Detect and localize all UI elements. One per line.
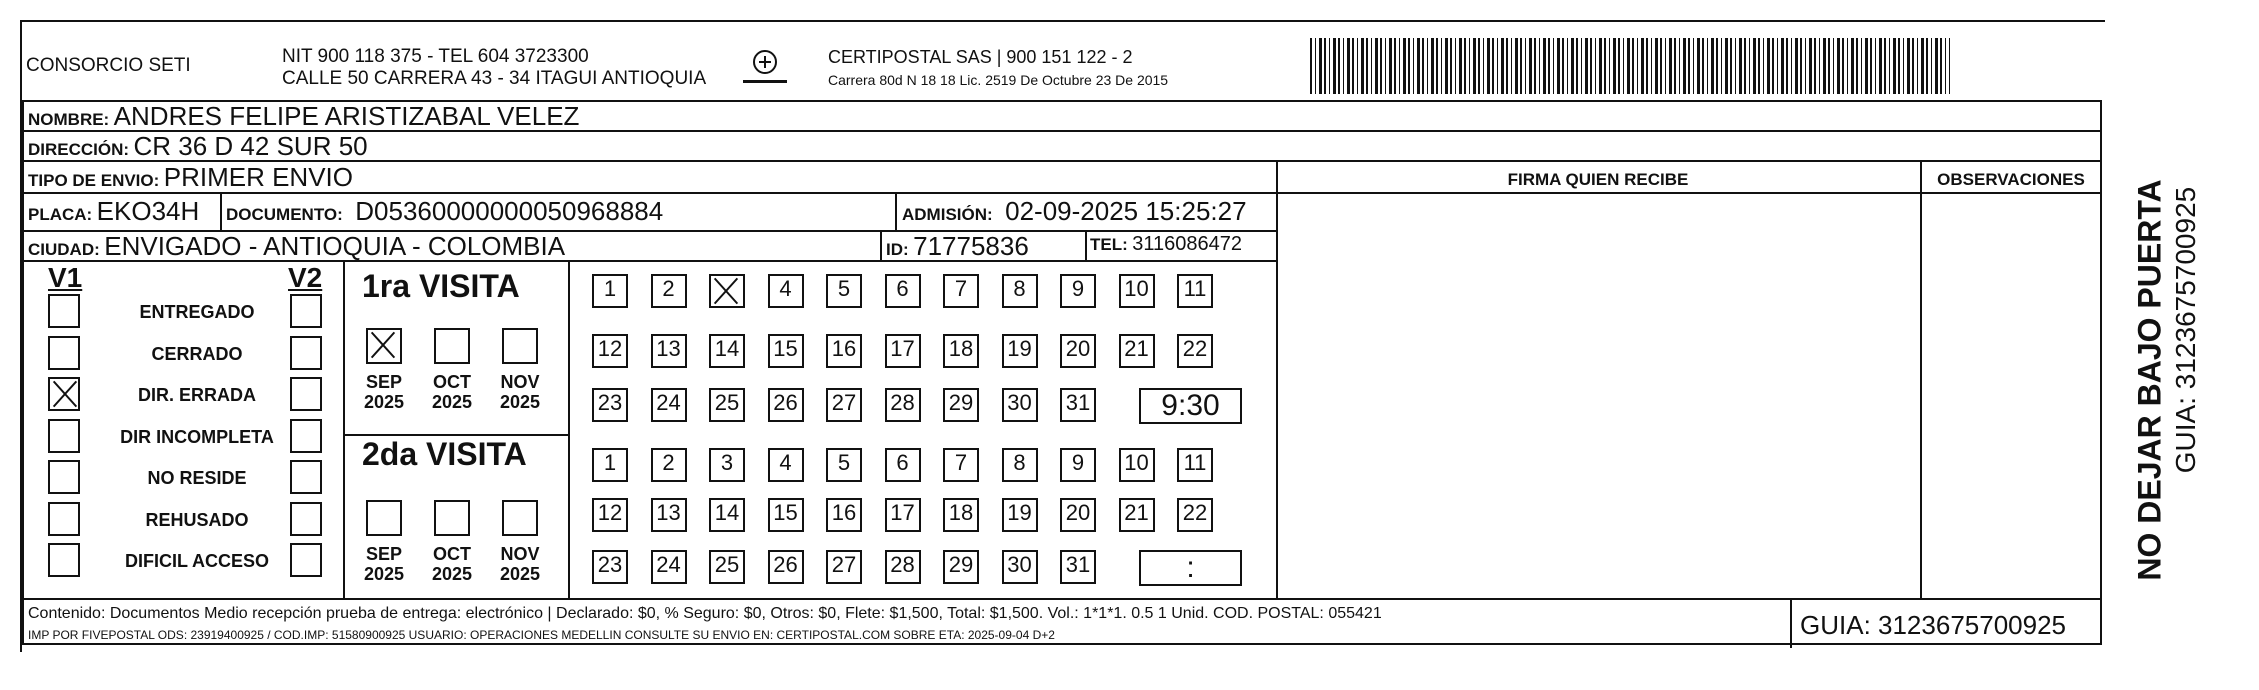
day-box[interactable]: 6 (885, 448, 921, 482)
day-box[interactable]: 30 (1002, 550, 1038, 584)
day-box[interactable]: 24 (651, 550, 687, 584)
month-label: NOV (500, 544, 540, 564)
year-label: 2025 (363, 392, 405, 412)
day-box[interactable]: 20 (1060, 498, 1096, 532)
address-line: CALLE 50 CARRERA 43 - 34 ITAGUI ANTIOQUIA (282, 68, 707, 89)
tel-value: 3116086472 (1132, 233, 1242, 255)
day-box[interactable]: 25 (709, 550, 745, 584)
col-line (1085, 230, 1087, 260)
day-box[interactable]: 10 (1119, 448, 1155, 482)
status-option-label: ENTREGADO (139, 302, 255, 322)
v2-checkbox[interactable] (290, 543, 322, 577)
status-option-label: DIR. ERRADA (137, 385, 256, 405)
day-box[interactable]: 14 (709, 498, 745, 532)
day-box[interactable] (709, 274, 745, 308)
day-box[interactable]: 3 (709, 448, 745, 482)
v1-checkbox[interactable] (48, 336, 80, 370)
v2-checkbox[interactable] (290, 377, 322, 411)
month-label: OCT (433, 372, 471, 392)
month-label: OCT (433, 544, 471, 564)
v2-checkbox[interactable] (290, 419, 322, 453)
year-label: 2025 (499, 392, 541, 412)
v2-checkbox[interactable] (290, 336, 322, 370)
tel-cell (1090, 233, 1242, 256)
nombre-row (28, 101, 579, 132)
day-box[interactable]: 21 (1119, 498, 1155, 532)
side-guia: GUIA: 3123675700925 (2170, 186, 2201, 474)
ciudad-label: CIUDAD: (28, 240, 100, 259)
direccion-value: CR 36 D 42 SUR 50 (133, 131, 368, 161)
day-box[interactable]: 18 (943, 498, 979, 532)
col-line (880, 230, 882, 260)
day-box[interactable]: 29 (943, 388, 979, 422)
nombre-value: ANDRES FELIPE ARISTIZABAL VELEZ (113, 101, 580, 131)
v1-checkbox[interactable] (48, 460, 80, 494)
day-box[interactable]: 27 (826, 550, 862, 584)
month-checkbox[interactable] (434, 500, 470, 536)
day-box[interactable]: 22 (1177, 334, 1213, 368)
day-box[interactable]: 25 (709, 388, 745, 422)
v1-checkbox[interactable] (48, 294, 80, 328)
col-line (568, 262, 570, 600)
status-option-label: DIFICIL ACCESO (124, 551, 269, 571)
day-box[interactable]: 11 (1177, 448, 1213, 482)
tipo-value: PRIMER ENVIO (163, 162, 353, 192)
imp-line: IMP POR FIVEPOSTAL ODS: 23919400925 / COD.IMP: 51580900925 USUARIO: OPERACIONES MEDELLIN CONSULTE SU ENVIO EN: CERTIPOSTAL.COM SOBRE ETA: 2025-09-04 D+2 (28, 628, 1055, 642)
day-box[interactable]: 13 (651, 334, 687, 368)
year-label: 2025 (499, 564, 541, 584)
id-cell (886, 231, 1029, 262)
year-label: 2025 (363, 564, 405, 584)
day-box[interactable]: 19 (1002, 334, 1038, 368)
day-box[interactable]: 21 (1119, 334, 1155, 368)
time-box[interactable]: : (1139, 550, 1242, 586)
day-box[interactable]: 6 (885, 274, 921, 308)
day-box[interactable]: 15 (768, 334, 804, 368)
guia-footer: GUIA: 3123675700925 (1800, 610, 2066, 640)
col-line (1790, 598, 1792, 648)
certipostal-name: CERTIPOSTAL SAS | 900 151 122 - 2 (828, 47, 1133, 67)
admision-label: ADMISIÓN: (902, 205, 993, 224)
v2-checkbox[interactable] (290, 502, 322, 536)
direccion-row (28, 131, 368, 162)
v1-checkbox[interactable] (48, 502, 80, 536)
day-box[interactable]: 1 (592, 448, 628, 482)
v1-checkbox[interactable] (48, 543, 80, 577)
documento-value: D05360000000050968884 (355, 196, 664, 226)
certipostal-logo (735, 42, 795, 90)
tel-label: TEL: (1090, 235, 1128, 254)
admision-cell (902, 196, 1247, 227)
status-option-label: NO RESIDE (147, 468, 247, 488)
day-box[interactable]: 10 (1119, 274, 1155, 308)
day-box[interactable]: 17 (885, 498, 921, 532)
day-box[interactable]: 16 (826, 498, 862, 532)
status-option-label: CERRADO (151, 343, 243, 364)
col-line (1920, 160, 1922, 600)
v1-label: V1 (48, 262, 83, 293)
day-box[interactable]: 18 (943, 334, 979, 368)
day-box[interactable]: 28 (885, 550, 921, 584)
month-label: SEP (365, 372, 403, 392)
month-checkbox[interactable] (502, 500, 538, 536)
time-box[interactable]: 9:30 (1139, 388, 1242, 424)
day-box[interactable]: 17 (885, 334, 921, 368)
year-label: 2025 (431, 392, 473, 412)
id-label: ID: (886, 240, 909, 259)
status-option-label: DIR INCOMPLETA (120, 426, 274, 447)
col-line (220, 192, 222, 230)
nit-line: NIT 900 118 375 - TEL 604 3723300 (282, 46, 589, 67)
tipo-label: TIPO DE ENVIO: (28, 171, 160, 190)
day-box[interactable]: 30 (1002, 388, 1038, 422)
day-box[interactable]: 16 (826, 334, 862, 368)
day-box[interactable]: 7 (943, 274, 979, 308)
day-box[interactable]: 26 (768, 388, 804, 422)
placa-value: EKO34H (96, 196, 200, 226)
documento-label: DOCUMENTO: (226, 205, 343, 224)
second-visit-title: 2da VISITA (362, 436, 527, 472)
day-box[interactable]: 22 (1177, 498, 1213, 532)
v1-checkbox[interactable] (48, 419, 80, 453)
col-line (1276, 160, 1278, 600)
contenido-line: Contenido: Documentos Medio recepción prueba de entrega: electrónico | Declarado: $0, % Seguro: $0, Otros: $0, Flete: $1,500, Total: $1,500. Vol.: 1*1*1. 0.5 1 Unid. COD. POSTAL: 055421 (28, 605, 1382, 622)
day-box[interactable]: 12 (592, 334, 628, 368)
day-box[interactable]: 13 (651, 498, 687, 532)
admision-value: 02-09-2025 15:25:27 (1005, 196, 1247, 226)
day-box[interactable]: 28 (885, 388, 921, 422)
first-visit-title: 1ra VISITA (362, 268, 520, 304)
day-box[interactable]: 9 (1060, 448, 1096, 482)
firma-label: FIRMA QUIEN RECIBE (1507, 170, 1689, 189)
day-box[interactable]: 19 (1002, 498, 1038, 532)
day-box[interactable]: 9 (1060, 274, 1096, 308)
day-box[interactable]: 4 (768, 448, 804, 482)
no-dejar-bajo-puerta: NO DEJAR BAJO PUERTA (2131, 179, 2168, 581)
day-box[interactable]: 20 (1060, 334, 1096, 368)
day-box[interactable]: 29 (943, 550, 979, 584)
day-box[interactable]: 8 (1002, 274, 1038, 308)
col-line (895, 192, 897, 230)
documento-cell (226, 196, 663, 227)
tipo-row (28, 162, 353, 193)
day-box[interactable]: 31 (1060, 388, 1096, 422)
v2-checkbox[interactable] (290, 460, 322, 494)
month-checkbox[interactable] (366, 500, 402, 536)
day-box[interactable]: 5 (826, 274, 862, 308)
observaciones-label: OBSERVACIONES (1937, 170, 2085, 189)
day-box[interactable]: 12 (592, 498, 628, 532)
id-value: 71775836 (913, 231, 1029, 261)
status-option-label: REHUSADO (145, 509, 249, 530)
day-box[interactable]: 15 (768, 498, 804, 532)
day-box[interactable]: 8 (1002, 448, 1038, 482)
day-box[interactable]: 23 (592, 388, 628, 422)
day-box[interactable]: 11 (1177, 274, 1213, 308)
month-label: SEP (365, 544, 403, 564)
day-box[interactable]: 2 (651, 274, 687, 308)
certipostal-license: Carrera 80d N 18 18 Lic. 2519 De Octubre 23 De 2015 (828, 72, 1169, 88)
month-label: NOV (500, 372, 540, 392)
direccion-label: DIRECCIÓN: (28, 140, 130, 159)
nombre-label: NOMBRE: (28, 110, 110, 129)
company-name: CONSORCIO SETI (26, 55, 191, 76)
ciudad-cell (28, 231, 565, 262)
day-box[interactable]: 31 (1060, 550, 1096, 584)
day-box[interactable]: 5 (826, 448, 862, 482)
day-box[interactable]: 26 (768, 550, 804, 584)
month-checkbox[interactable] (434, 328, 470, 364)
day-box[interactable]: 4 (768, 274, 804, 308)
placa-label: PLACA: (28, 205, 93, 224)
day-box[interactable]: 27 (826, 388, 862, 422)
day-box[interactable]: 7 (943, 448, 979, 482)
day-box[interactable]: 14 (709, 334, 745, 368)
month-checkbox[interactable] (502, 328, 538, 364)
barcode (1310, 38, 1950, 94)
col-line (343, 262, 345, 600)
month-checkbox[interactable] (366, 328, 402, 364)
v2-checkbox[interactable] (290, 294, 322, 328)
day-box[interactable]: 1 (592, 274, 628, 308)
v1-checkbox[interactable] (48, 377, 80, 411)
v2-label: V2 (288, 262, 323, 293)
day-box[interactable]: 2 (651, 448, 687, 482)
day-box[interactable]: 24 (651, 388, 687, 422)
placa-cell (28, 196, 199, 227)
year-label: 2025 (431, 564, 473, 584)
ciudad-value: ENVIGADO - ANTIOQUIA - COLOMBIA (104, 231, 566, 261)
day-box[interactable]: 23 (592, 550, 628, 584)
